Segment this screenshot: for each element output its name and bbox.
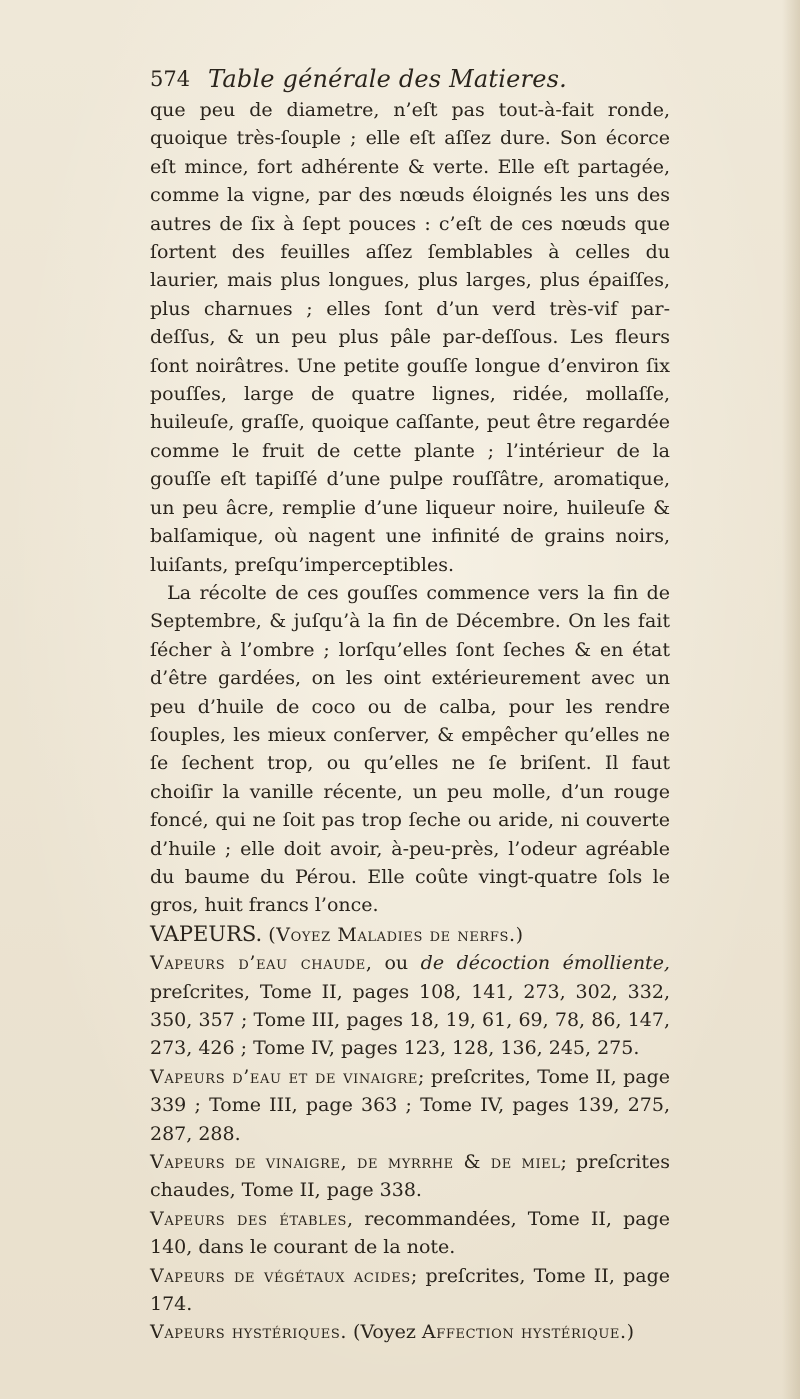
- entry-references: , recommandées, Tome II, page 140, dans le courant de la note.: [150, 1207, 670, 1259]
- paragraph-harvest: La récolte de ces gouſſes commence vers la fin de Septembre, & juſqu’à la fin de Décembre. On les fait ſécher à l’ombre ; lorſqu’elles ſont ſeches & en état d’être gardées, on les oint extérieurement avec un peu d’huile de coco ou de calba, pour les rendre ſouples, les mieux conſerver, & empêcher qu’elles ne ſe ſechent trop, ou qu’elles ne ſe briſent. Il faut choiſir la vanille récente, un peu molle, d’un rouge foncé, qui ne ſoit pas trop ſeche ou aride, ni couverte d’huile ; elle doit avoir, à-peu-près, l’odeur agréable du baume du Pérou. Elle coûte vingt-quatre ſols le gros, huit francs l’once.: [150, 581, 670, 917]
- entry-italic: de décoction émolliente,: [420, 952, 670, 975]
- entry-head: Vapeurs d’eau et de vinaigre: [150, 1065, 418, 1088]
- entry-references: ; preſcrites, Tome II, page 339 ; Tome III, page 363 ; Tome IV, pages 139, 275, 287, 288.: [150, 1065, 670, 1145]
- entry-references: (Voyez: [353, 1321, 416, 1344]
- entry-head: VAPEURS.: [150, 921, 263, 946]
- entry-vapeurs-eau-chaude: [150, 949, 670, 1063]
- entry-head: Vapeurs de végétaux acides: [150, 1264, 411, 1287]
- entry-head: Vapeurs des étables: [150, 1207, 347, 1230]
- entry-vapeurs-vegetaux-acides: [150, 1262, 670, 1319]
- entry-vapeurs-vinaigre-myrrhe: [150, 1148, 670, 1205]
- cross-reference: (Voyez Maladies de nerfs.): [268, 923, 524, 946]
- running-head: Table générale des Matieres.: [208, 65, 567, 93]
- entry-vapeurs-eau-vinaigre: [150, 1063, 670, 1148]
- entry-references: preſcrites, Tome II, pages 108, 141, 273, 302, 332, 350, 357 ; Tome III, pages 18, 19, 61, 69, 78, 86, 147, 273, 426 ; Tome IV, pages 123, 128, 136, 245, 275.: [150, 980, 670, 1060]
- paragraph-vanilla-description: que peu de diametre, n’eſt pas tout-à-fait ronde, quoique très-ſouple ; elle eſt aſſez dure. Son écorce eſt mince, fort adhérente & verte. Elle eſt partagée, comme la vigne, par des nœuds éloignés les uns des autres de ſix à ſept pouces : c’eſt de ces nœuds que ſortent des feuilles aſſez ſemblables à celles du laurier, mais plus longues, plus larges, plus épaiſſes, plus charnues ; elles ſont d’un verd très-vif par-deſſus, & un peu plus pâle par-deſſous. Les fleurs ſont noirâtres. Une petite gouſſe longue d’environ ſix pouſſes, large de quatre lignes, ridée, mollaſſe, huileuſe, graſſe, quoique caſſante, peut être regardée comme le fruit de cette plante ; l’intérieur de la gouſſe eſt tapiſſé d’une pulpe rouſſâtre, aromatique, un peu âcre, remplie d’une liqueur noire, huileuſe & balſamique, où nagent une infinité de grains noirs, luiſants, preſqu’imperceptibles.: [150, 99, 670, 576]
- entry-vapeurs-etables: [150, 1205, 670, 1262]
- entry-references: ; preſcrites, Tome II, page 174.: [150, 1264, 670, 1316]
- cross-reference: Affection hystérique.: [421, 1321, 627, 1344]
- entry-vapeurs: [150, 920, 670, 949]
- entry-references: ; preſcrites chaudes, Tome II, page 338.: [150, 1151, 670, 1202]
- entry-vapeurs-hysteriques: [150, 1318, 670, 1346]
- entry-connector: , ou: [365, 952, 409, 975]
- entry-head: Vapeurs de vinaigre, de myrrhe & de miel: [150, 1151, 561, 1174]
- page-edge-shadow: [782, 0, 800, 1399]
- page-header: [150, 62, 670, 96]
- entry-head: Vapeurs hystériques.: [150, 1321, 347, 1344]
- body-text: [150, 96, 670, 1347]
- page-number: 574: [150, 67, 191, 91]
- entry-close: ): [626, 1321, 635, 1344]
- entry-head: Vapeurs d’eau chaude: [150, 952, 366, 975]
